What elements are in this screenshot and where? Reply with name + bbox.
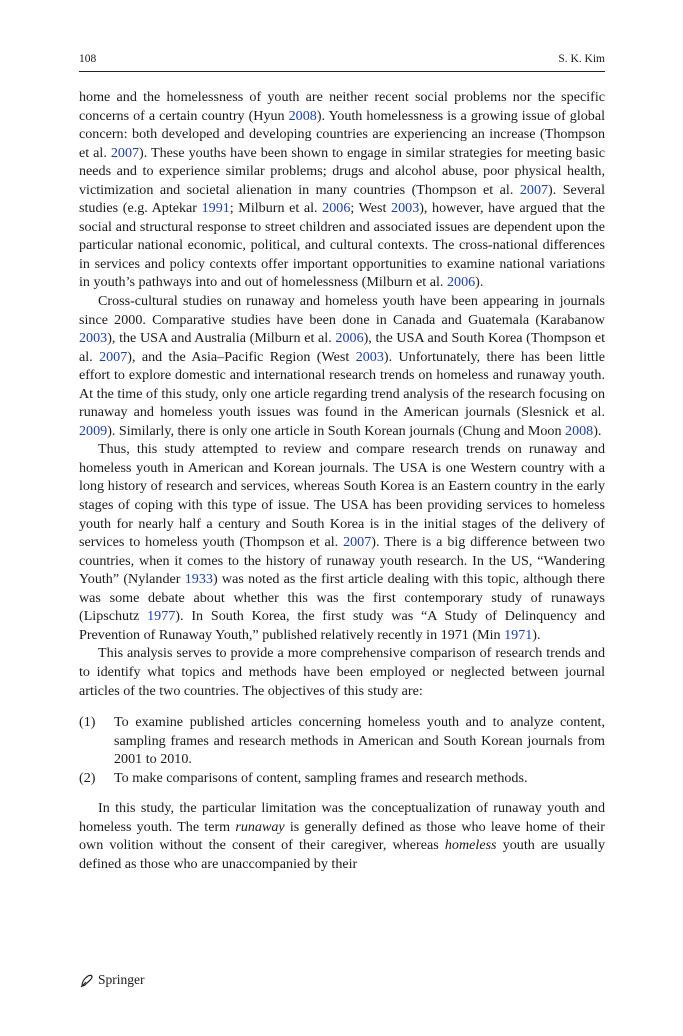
objectives-list [79,713,605,787]
citation-link[interactable]: 2007 [519,181,549,198]
citation-link[interactable]: 1977 [147,608,176,625]
objective-item [79,769,605,788]
citation-link[interactable]: 2003 [79,330,108,347]
running-header [79,53,605,72]
text-run: ; West [350,200,392,217]
closing-paragraph [79,799,605,873]
emphasis-text: homeless [444,837,497,854]
text-run: ), however, have argued that the social and structural response to street children and associated issues are dependent upon the particular national economic, political, and cultural contexts. The cross-national differences in services and policy contexts offer important opportunities to examine national variations in youth’s pathways into and out of homelessness (Milburn et al. [79,200,605,291]
paragraph [79,440,605,644]
citation-link[interactable]: 1991 [201,200,230,217]
citation-link[interactable]: 2007 [99,348,128,365]
text-run: ). [475,274,484,291]
citation-link[interactable]: 2003 [391,200,420,217]
citation-link[interactable]: 2006 [322,200,351,217]
objective-number: (1) [79,714,96,731]
text-run: ). [532,626,541,643]
citation-link[interactable]: 2003 [355,348,384,365]
citation-link[interactable]: 2006 [335,330,364,347]
text-run: ). In South Korea, the first study was “A Study of Delinquency and Prevention of Runaway Youth,” published relatively recently in 1971 (Min [79,608,605,643]
text-run: is generally defined as those who leave home of their own volition without the consent of their caregiver, whereas [79,818,605,854]
springer-logo-icon [79,972,95,988]
citation-link[interactable]: 1971 [504,626,533,643]
citation-link[interactable]: 2006 [446,274,476,291]
citation-link[interactable]: 2009 [79,422,108,439]
text-run: ). Unfortunately, there has been little effort to explore domestic and international research trends on homeless and runaway youth. At the time of this study, only one article regarding trend analysis of the research focusing on runaway and homeless youth issues was found in the American journals (Slesnick et al. [79,348,605,421]
citation-link[interactable]: 2007 [110,144,140,161]
text-run: This analysis serves to provide a more comprehensive comparison of research trends and to identify what topics and methods have been employed or neglected between journal articles of the two countries. The objectives of this study are: [79,645,605,699]
paragraphs-container [79,88,605,700]
text-run: ). [593,422,602,439]
paragraph [79,644,605,700]
publisher-name: Springer [98,972,145,987]
text-run: ), the USA and Australia (Milburn et al. [107,330,336,347]
text-run: youth are usually defined as those who are unaccompanied by their [79,837,605,872]
body-text [79,88,605,873]
text-run: ). These youths have been shown to engage in similar strategies for meeting basic needs and to experience similar problems; drugs and alcohol abuse, poor physical health, victimization and societal alienation in many countries (Thompson et al. [79,144,605,198]
text-run: ) was noted as the first article dealing with this topic, although there was some debate about whether this was the first contemporary study of runaways (Lipschutz [79,571,605,625]
text-run: Cross-cultural studies on runaway and homeless youth have been appearing in journals since 2000. Comparative studies have been done in Canada and Guatemala (Karabanow [79,293,605,328]
paragraph [79,292,605,440]
citation-link[interactable]: 1933 [184,571,213,588]
text-run: In this study, the particular limitation was the conceptualization of runaway youth and homeless youth. The term [79,800,605,835]
objective-item [79,713,605,769]
text-run: ), and the Asia–Pacific Region (West [127,348,356,365]
text-run: ), the USA and South Korea (Thompson et al. [79,330,606,365]
citation-link[interactable]: 2007 [343,534,372,551]
running-author: S. K. Kim [558,53,605,65]
objective-text: To make comparisons of content, sampling frames and research methods. [114,769,528,786]
citation-link[interactable]: 2008 [288,107,317,124]
publisher-footer [79,972,145,988]
paragraph [79,88,605,292]
emphasis-text: runaway [235,818,285,835]
text-run: ). There is a big difference between two countries, when it comes to the history of runaway youth research. In the US, “Wandering Youth” (Nylander [79,534,605,588]
citation-link[interactable]: 2008 [565,422,594,439]
text-run: ). Youth homelessness is a growing issue of global concern: both developed and developing countries are experiencing an increase (Thompson et al. [79,107,606,161]
text-run: Thus, this study attempted to review and compare research trends on runaway and homeless youth in American and Korean journals. The USA is one Western country with a long history of research and services, whereas South Korea is an Eastern country in the early stages of coping with this type of issue. The USA has been providing services to homeless youth for nearly half a century and South Korea is in the initial stages of the delivery of services to homeless youth (Thompson et al. [79,441,605,551]
text-run: ). Several studies (e.g. Aptekar [79,181,605,217]
objective-text: To examine published articles concerning homeless youth and to analyze content, sampling frames and research methods in American and South Korean journals from 2001 to 2010. [114,714,605,768]
text-run: ; Milburn et al. [229,200,323,217]
text-run: ). Similarly, there is only one article in South Korean journals (Chung and Moon [107,422,566,439]
text-run: home and the homelessness of youth are neither recent social problems nor the specific concerns of a certain country (Hyun [79,89,605,124]
objective-number: (2) [79,769,96,786]
page-number: 108 [79,53,97,65]
